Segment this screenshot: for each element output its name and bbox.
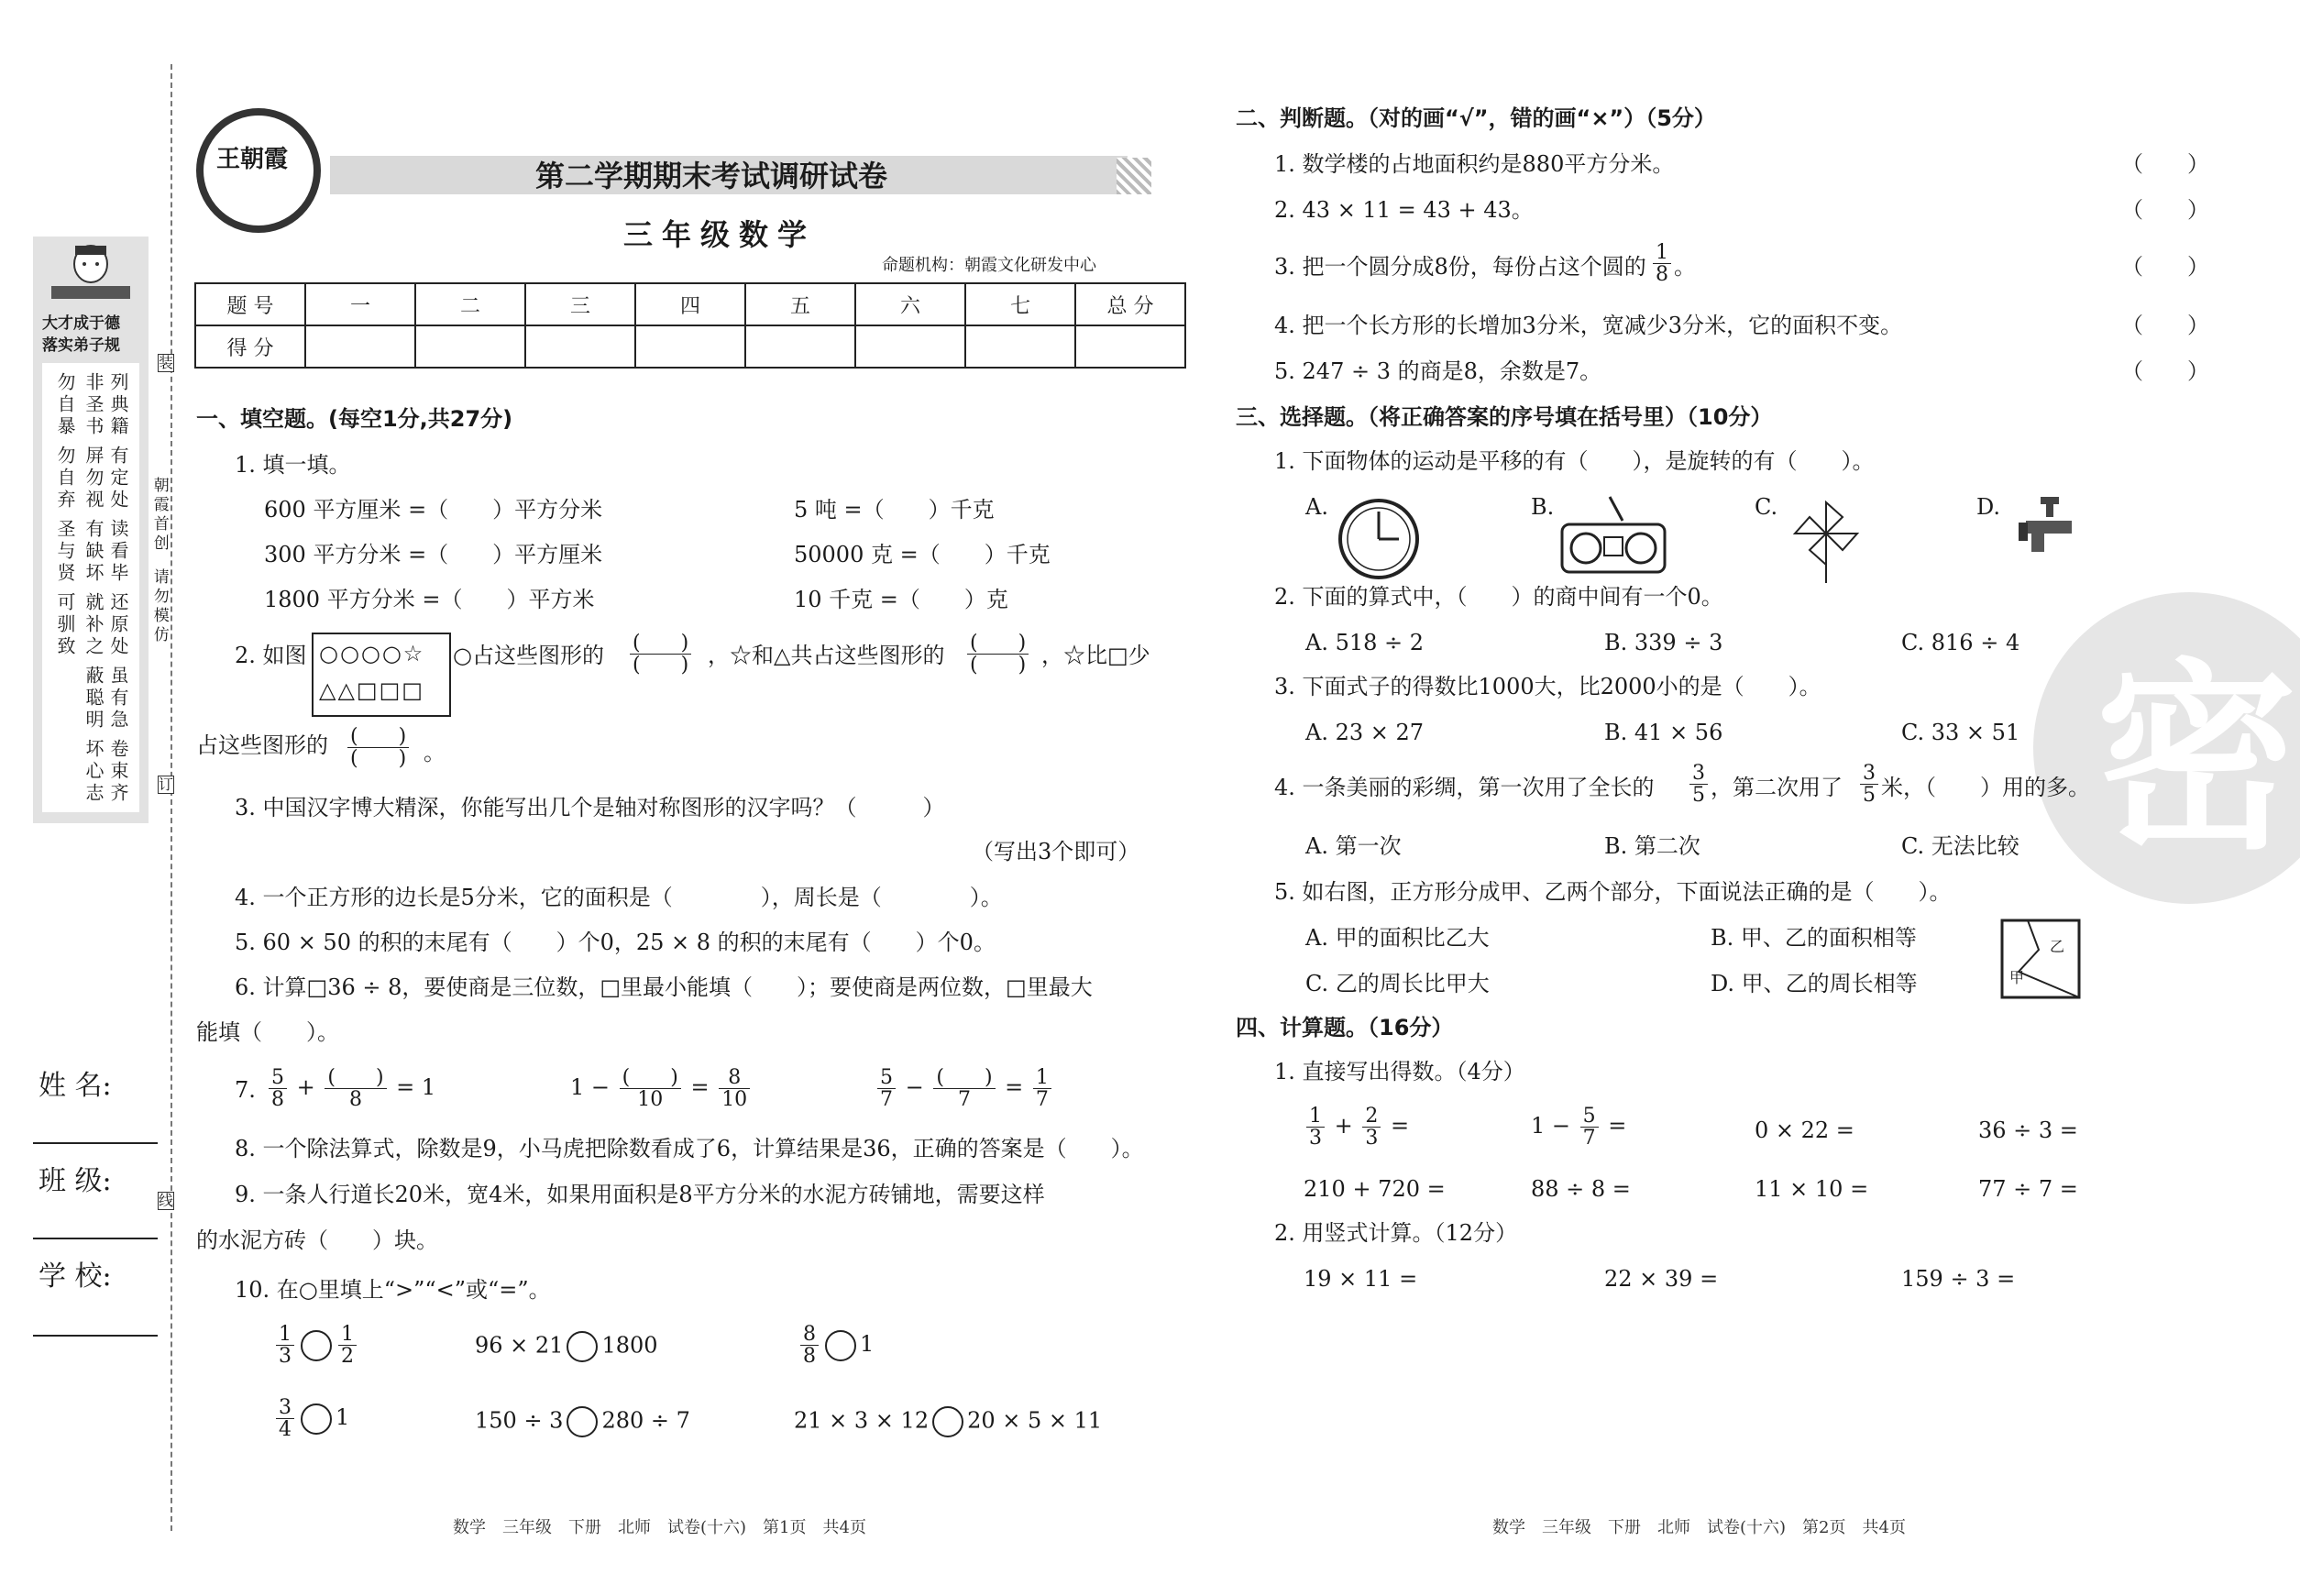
q1-item: 50000 克 =（ ）千克 (794, 542, 1051, 567)
score-header: 六 (855, 283, 965, 325)
scholar-icon (33, 237, 149, 310)
choice-2-opt: C. 816 ÷ 4 (1901, 630, 2020, 655)
judge-2: 2. 43 × 11 = 43 + 43。 (1274, 197, 1534, 223)
choice-5-opt: D. 甲、乙的周长相等 (1711, 971, 1918, 996)
choice-1-opt-c: C. (1755, 494, 1778, 520)
exam-author: 命题机构：朝霞文化研发中心 (882, 256, 1096, 275)
name-field[interactable] (33, 1142, 158, 1144)
q3: 3. 中国汉字博大精深，你能写出几个是轴对称图形的汉字吗？（ ） (235, 795, 945, 820)
q5: 5. 60 × 50 的积的末尾有（ ）个0，25 × 8 的积的末尾有（ ）个0。 (235, 930, 996, 955)
choice-4-opt: A. 第一次 (1305, 833, 1402, 859)
q6-line-2: 能填（ ）。 (196, 1019, 339, 1045)
score-header: 题 号 (195, 283, 305, 325)
motto-col: 就补之 (83, 592, 105, 658)
q1-item: 1800 平方分米 =（ ）平方米 (264, 587, 595, 612)
choice-5-opt: B. 甲、乙的面积相等 (1711, 925, 1917, 951)
school-field[interactable] (33, 1335, 158, 1337)
binding-mark: 订 (159, 776, 174, 793)
calc-1-expr-8: 77 ÷ 7 = (1978, 1176, 2078, 1202)
figure-label-yi: 乙 (2050, 938, 2065, 955)
motto-col: 勿自暴 (54, 372, 76, 438)
choice-2-opt: B. 339 ÷ 3 (1604, 630, 1723, 655)
choice-1-opt-d: D. (1976, 494, 2001, 520)
split-square-figure (2000, 919, 2081, 999)
faucet-icon (2017, 495, 2085, 568)
calc-1-expr-1: $\frac{1}{3}$ + $\frac{2}{3}$ = (1304, 1106, 1409, 1149)
score-header: 五 (745, 283, 855, 325)
q9-line-1: 9. 一条人行道长20米，宽4米，如果用面积是8平方分米的水泥方砖铺地，需要这样 (235, 1182, 1045, 1207)
choice-1-opt-b: B. (1531, 494, 1555, 520)
choice-1: 1. 下面物体的运动是平移的有（ ），是旋转的有（ ）。 (1274, 448, 1875, 474)
motto-col: 坏心志 (83, 739, 105, 805)
judge-answer[interactable]: （ ） (2121, 358, 2209, 384)
choice-2-opt: A. 518 ÷ 2 (1305, 630, 1425, 655)
motto-col: 卷束齐 (107, 739, 129, 805)
score-cell[interactable] (965, 325, 1075, 368)
score-cell[interactable] (635, 325, 745, 368)
pinwheel-icon (1789, 497, 1863, 585)
binding-dashed-line (171, 64, 172, 1531)
class-label: 班 级: (39, 1165, 112, 1197)
calc-1: 1. 直接写出得数。（4分） (1274, 1059, 1525, 1084)
choice-4-fraction-2: 3 5 (1860, 763, 1878, 806)
section-1-title: 一、填空题。(每空1分,共27分) (196, 406, 513, 432)
q10-rhs: 1 (860, 1331, 875, 1358)
q2-text-3: ，☆比□少 (1041, 643, 1150, 668)
q1: 1. 填一填。 (235, 452, 351, 478)
exam-subject: 三年级数学 (623, 217, 817, 252)
q2-text-1: ○占这些图形的 (453, 643, 604, 668)
choice-5-opt: C. 乙的周长比甲大 (1305, 971, 1490, 996)
calc-1-expr-6: 88 ÷ 8 = (1531, 1176, 1631, 1202)
q10-rhs: 280 ÷ 7 (601, 1407, 690, 1434)
score-cell[interactable] (745, 325, 855, 368)
choice-1-opt-a: A. (1305, 494, 1328, 520)
choice-2: 2. 下面的算式中，（ ）的商中间有一个0。 (1274, 584, 1723, 610)
motto-title-1: 大才成于德 (42, 314, 120, 333)
choice-4-opt: C. 无法比较 (1901, 833, 2019, 859)
compare-circle[interactable] (301, 1330, 332, 1361)
motto-col: 圣与贤 (54, 519, 76, 585)
logo-text: 王朝霞 (216, 146, 289, 173)
score-header: 四 (635, 283, 745, 325)
q1-item: 5 吨 =（ ）千克 (794, 497, 995, 523)
q7-label: 7. (235, 1077, 256, 1103)
score-cell[interactable] (1075, 325, 1185, 368)
q3-hint: （写出3个即可） (972, 839, 1140, 864)
choice-3-opt: B. 41 × 56 (1604, 720, 1723, 745)
score-header: 总 分 (1075, 283, 1185, 325)
motto-col: 可驯致 (54, 592, 76, 658)
judge-5: 5. 247 ÷ 3 的商是8，余数是7。 (1274, 358, 1602, 384)
choice-4-b: ，第二次用了 (1711, 775, 1843, 800)
school-label: 学 校: (39, 1260, 112, 1293)
score-header: 二 (415, 283, 525, 325)
watermark-text: 密 (2096, 639, 2298, 876)
calc-1-expr-7: 11 × 10 = (1755, 1176, 1869, 1202)
choice-5-opt: A. 甲的面积比乙大 (1305, 925, 1490, 951)
score-cell[interactable] (525, 325, 635, 368)
q7-expr-1: $\frac{5}{8}$ + $\frac{( )}{8}$ = 1 (266, 1067, 435, 1110)
score-header: 三 (525, 283, 635, 325)
footer-left: 数学 三年级 下册 北师 试卷(十六) 第1页 共4页 (453, 1518, 866, 1537)
q10-rhs: 20 × 5 × 11 (967, 1407, 1103, 1434)
judge-answer[interactable]: （ ） (2121, 197, 2209, 223)
q7-expr-3: $\frac{5}{7}$ − $\frac{( )}{7}$ = $\frac{1}{7}$ (875, 1067, 1054, 1110)
compare-circle[interactable] (932, 1406, 963, 1437)
q4: 4. 一个正方形的边长是5分米，它的面积是（ ），周长是（ ）。 (235, 885, 1003, 910)
compare-circle[interactable] (567, 1331, 598, 1362)
calc-1-expr-2: 1 − $\frac{5}{7}$ = (1531, 1105, 1627, 1150)
choice-3-opt: A. 23 × 27 (1305, 720, 1425, 745)
motto-col: 读看毕 (107, 519, 129, 585)
figure-label-jia: 甲 (2009, 969, 2025, 986)
q10-compare-2 (475, 1331, 658, 1362)
calc-2-expr: 159 ÷ 3 = (1901, 1266, 2016, 1292)
q10: 10. 在○里填上“>”“<”或“=”。 (235, 1277, 551, 1303)
binding-note-2: 请勿模仿 (149, 568, 169, 645)
q10-compare-3: $\frac{8}{8}$ 1 (798, 1324, 874, 1367)
section-4-title: 四、计算题。（16分） (1236, 1015, 1454, 1040)
calc-1-expr-5: 210 + 720 = (1304, 1176, 1446, 1202)
compare-circle[interactable] (567, 1406, 598, 1437)
choice-4-a: 4. 一条美丽的彩绸，第一次用了全长的 (1274, 775, 1655, 800)
clock-icon (1337, 497, 1421, 581)
motto-col: 还原处 (107, 592, 129, 658)
motto-title-2: 落实弟子规 (42, 336, 120, 355)
motto-col: 有定处 (107, 446, 129, 512)
q7-expr-2: 1 − $\frac{( )}{10}$ = $\frac{8}{10}$ (570, 1067, 753, 1110)
q8: 8. 一个除法算式，除数是9，小马虎把除数看成了6，计算结果是36，正确的答案是（ ）。 (235, 1136, 1144, 1161)
q2-blank-fraction[interactable]: ( ) ( ) (967, 633, 1029, 676)
calc-1-expr-4: 36 ÷ 3 = (1978, 1117, 2078, 1143)
score-label: 得 分 (195, 325, 305, 368)
calc-2-expr: 22 × 39 = (1604, 1266, 1719, 1292)
judge-answer[interactable]: （ ） (2121, 254, 2209, 280)
q2-blank-fraction[interactable]: ( ) ( ) (630, 633, 691, 676)
q1-item: 600 平方厘米 =（ ）平方分米 (264, 497, 603, 523)
choice-4-fraction-1: 3 5 (1689, 763, 1708, 806)
q10-compare-5 (475, 1406, 690, 1437)
score-header: 七 (965, 283, 1075, 325)
q10-compare-1: $\frac{1}{3}$ $\frac{1}{2}$ (273, 1324, 359, 1367)
title-banner-pattern (1117, 158, 1151, 194)
motto-col: 虽有急 (107, 666, 129, 732)
q2-text-4: 占这些图形的 (196, 732, 328, 758)
calc-1-expr-3: 0 × 22 = (1755, 1117, 1854, 1143)
q10-compare-6 (794, 1406, 1102, 1437)
judge-3-end: 。 (1674, 254, 1696, 280)
q2-shapes-row2: △△□□□ (319, 677, 424, 703)
score-header: 一 (305, 283, 415, 325)
q2-shape-box (312, 633, 451, 717)
q6-line-1: 6. 计算□36 ÷ 8，要使商是三位数，□里最小能填（ ）；要使商是两位数，□里最大 (235, 974, 1093, 1000)
choice-3: 3. 下面式子的得数比1000大，比2000小的是（ ）。 (1274, 674, 1821, 699)
score-cell[interactable] (415, 325, 525, 368)
q10-lhs: 96 × 21 (475, 1332, 564, 1359)
exam-title: 第二学期期末考试调研试卷 (535, 159, 888, 193)
q10-lhs: 150 ÷ 3 (475, 1407, 564, 1434)
choice-3-opt: C. 33 × 51 (1901, 720, 2020, 745)
motto-col: 有缺坏 (83, 519, 105, 585)
q2-prefix: 2. 如图 (235, 643, 307, 668)
motto-col: 蔽聪明 (83, 666, 105, 732)
q2-period: 。 (424, 740, 446, 765)
q1-item: 300 平方分米 =（ ）平方厘米 (264, 542, 603, 567)
score-cell[interactable] (855, 325, 965, 368)
judge-3-fraction: 1 8 (1653, 242, 1671, 285)
judge-4: 4. 把一个长方形的长增加3分米，宽减少3分米，它的面积不变。 (1274, 313, 1903, 338)
motto-col: 非圣书 (83, 372, 105, 438)
q10-rhs: 1800 (601, 1332, 658, 1359)
judge-answer[interactable]: （ ） (2121, 151, 2209, 177)
q10-lhs: 21 × 3 × 12 (794, 1407, 930, 1434)
compare-circle[interactable] (301, 1403, 332, 1435)
q9-line-2: 的水泥方砖（ ）块。 (196, 1227, 438, 1253)
q10-compare-4: $\frac{3}{4}$ 1 (273, 1397, 349, 1440)
choice-4-opt: B. 第二次 (1604, 833, 1700, 859)
binding-mark: 装 (159, 354, 174, 371)
q10-rhs: 1 (336, 1404, 350, 1431)
q2-blank-fraction[interactable]: ( ) ( ) (347, 726, 409, 769)
judge-answer[interactable]: （ ） (2121, 313, 2209, 338)
motto-col: 列典籍 (107, 372, 129, 438)
calc-2-expr: 19 × 11 = (1304, 1266, 1418, 1292)
name-label: 姓 名: (39, 1070, 112, 1102)
score-table (194, 282, 1186, 369)
radio-icon (1558, 493, 1668, 576)
q2-shapes-row1: ○○○○☆ (319, 641, 425, 666)
footer-right: 数学 三年级 下册 北师 试卷(十六) 第2页 共4页 (1492, 1518, 1906, 1537)
choice-4-c: 米，（ ）用的多。 (1881, 775, 2090, 800)
q1-item: 10 千克 =（ ）克 (794, 587, 1008, 612)
section-2-title: 二、判断题。（对的画“√”，错的画“×”）（5分） (1236, 105, 1716, 131)
calc-2: 2. 用竖式计算。（12分） (1274, 1220, 1518, 1246)
choice-5: 5. 如右图，正方形分成甲、乙两个部分，下面说法正确的是（ ）。 (1274, 879, 1952, 905)
section-3-title: 三、选择题。（将正确答案的序号填在括号里）（10分） (1236, 404, 1773, 430)
judge-1: 1. 数学楼的占地面积约是880平方分米。 (1274, 151, 1675, 177)
class-field[interactable] (33, 1238, 158, 1239)
binding-mark: 线 (159, 1192, 174, 1209)
binding-note-1: 朝霞首创 (149, 477, 169, 554)
q2-text-2: ，☆和△共占这些图形的 (708, 643, 945, 668)
score-cell[interactable] (305, 325, 415, 368)
motto-col: 勿自弃 (54, 446, 76, 512)
judge-3: 3. 把一个圆分成8份，每份占这个圆的 (1274, 254, 1646, 280)
compare-circle[interactable] (825, 1330, 856, 1361)
motto-col: 屏勿视 (83, 446, 105, 512)
